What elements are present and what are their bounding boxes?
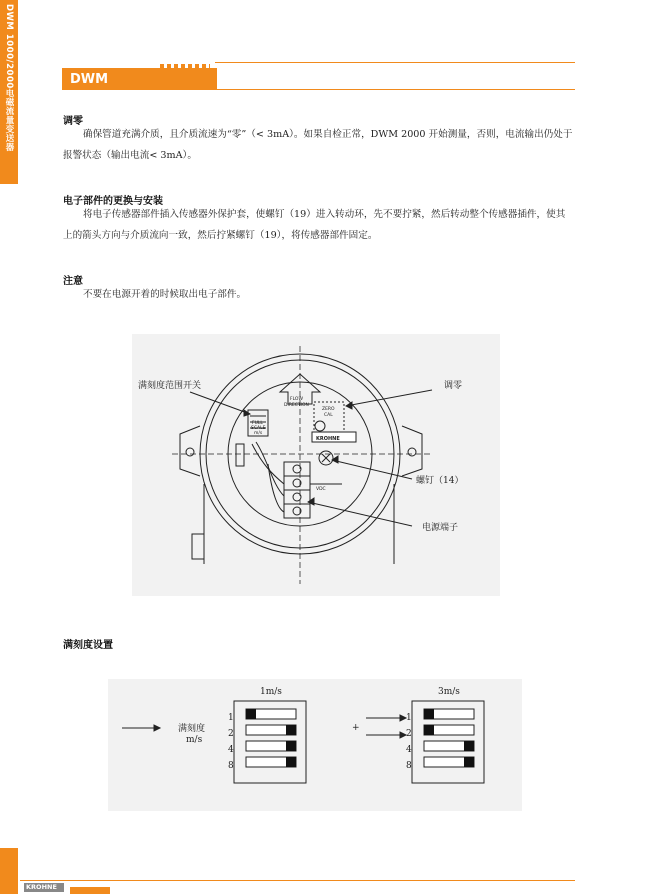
section-title-note: 注意	[63, 276, 83, 287]
screw-label: 螺钉（14）	[416, 476, 464, 486]
switch-panel-3m	[424, 709, 474, 767]
sensor-head-diagram	[132, 334, 500, 596]
unit-text: m/s	[186, 735, 203, 745]
switch-knob	[464, 757, 474, 767]
direction-text: DIRECTION	[284, 403, 309, 408]
full-scale-switch-label: 满刻度范围开关	[138, 381, 202, 391]
plus-sign: +	[352, 723, 360, 733]
switch-knob	[464, 741, 474, 751]
panel2-title: 3m/s	[438, 687, 460, 697]
header-title: DWM	[70, 72, 109, 87]
power-terminal-label: 电源端子	[422, 523, 459, 533]
vdc-text: VDC	[316, 487, 326, 492]
footer-logo-text: KROHNE	[26, 883, 57, 891]
p1-row-1: 1	[228, 713, 234, 723]
switch-drawing	[108, 679, 522, 811]
switch-panel-1m	[246, 709, 296, 767]
p1-row-2: 2	[228, 729, 234, 739]
section-title-zero: 调零	[63, 116, 83, 127]
zero-label: 调零	[444, 381, 463, 391]
p2-row-1: 1	[406, 713, 412, 723]
section-text-zero: 确保管道充满介质，且介质流速为“零”（< 3mA）。如果自检正常，DWM 2000 开始测量，否则，电流输出仍处于报警状态（输出电流< 3mA）。	[63, 129, 573, 161]
p2-row-8: 8	[406, 761, 412, 771]
header-rule	[217, 89, 575, 90]
zero-text: ZERO	[322, 407, 335, 412]
full-text: FULL	[252, 421, 263, 426]
p1-row-4: 4	[228, 745, 234, 755]
section-text-note: 不要在电源开着的时候取出电子部件。	[83, 289, 247, 300]
footer-accent	[70, 887, 110, 894]
section-title-electronics: 电子部件的更换与安装	[63, 196, 163, 207]
side-bottom-tab	[0, 848, 18, 894]
section-text-electronics: 将电子传感器部件插入传感器外保护套，使螺钉（19）进入转动环，先不要拧紧，然后转动整个传感器插件，使其上的箭头方向与介质流向一致，然后拧紧螺钉（19），将传感器部件固定。	[63, 209, 566, 241]
p2-row-4: 4	[406, 745, 412, 755]
top-rule	[215, 62, 575, 63]
switch-knob	[286, 757, 296, 767]
switch-knob	[424, 709, 434, 719]
full-scale-text: 满刻度	[178, 724, 206, 734]
switch-knob	[286, 725, 296, 735]
scale-text: SCALE	[251, 426, 266, 431]
krohne-text: KROHNE	[316, 436, 340, 442]
section-title-full-scale: 满刻度设置	[63, 640, 113, 651]
switch-knob	[286, 741, 296, 751]
switch-knob	[424, 725, 434, 735]
switch-knob	[246, 709, 256, 719]
flow-text: FLOW	[290, 397, 303, 402]
full-scale-switch-figure	[108, 679, 522, 811]
p2-row-2: 2	[406, 729, 412, 739]
ms-text: m/s	[254, 431, 263, 436]
sensor-head-drawing	[132, 334, 500, 596]
panel1-title: 1m/s	[260, 687, 282, 697]
footer-rule	[20, 880, 575, 881]
cal-text: CAL	[324, 413, 333, 418]
side-tab-text: DWM 1000/2000电磁流量变送器	[4, 4, 14, 152]
p1-row-8: 8	[228, 761, 234, 771]
